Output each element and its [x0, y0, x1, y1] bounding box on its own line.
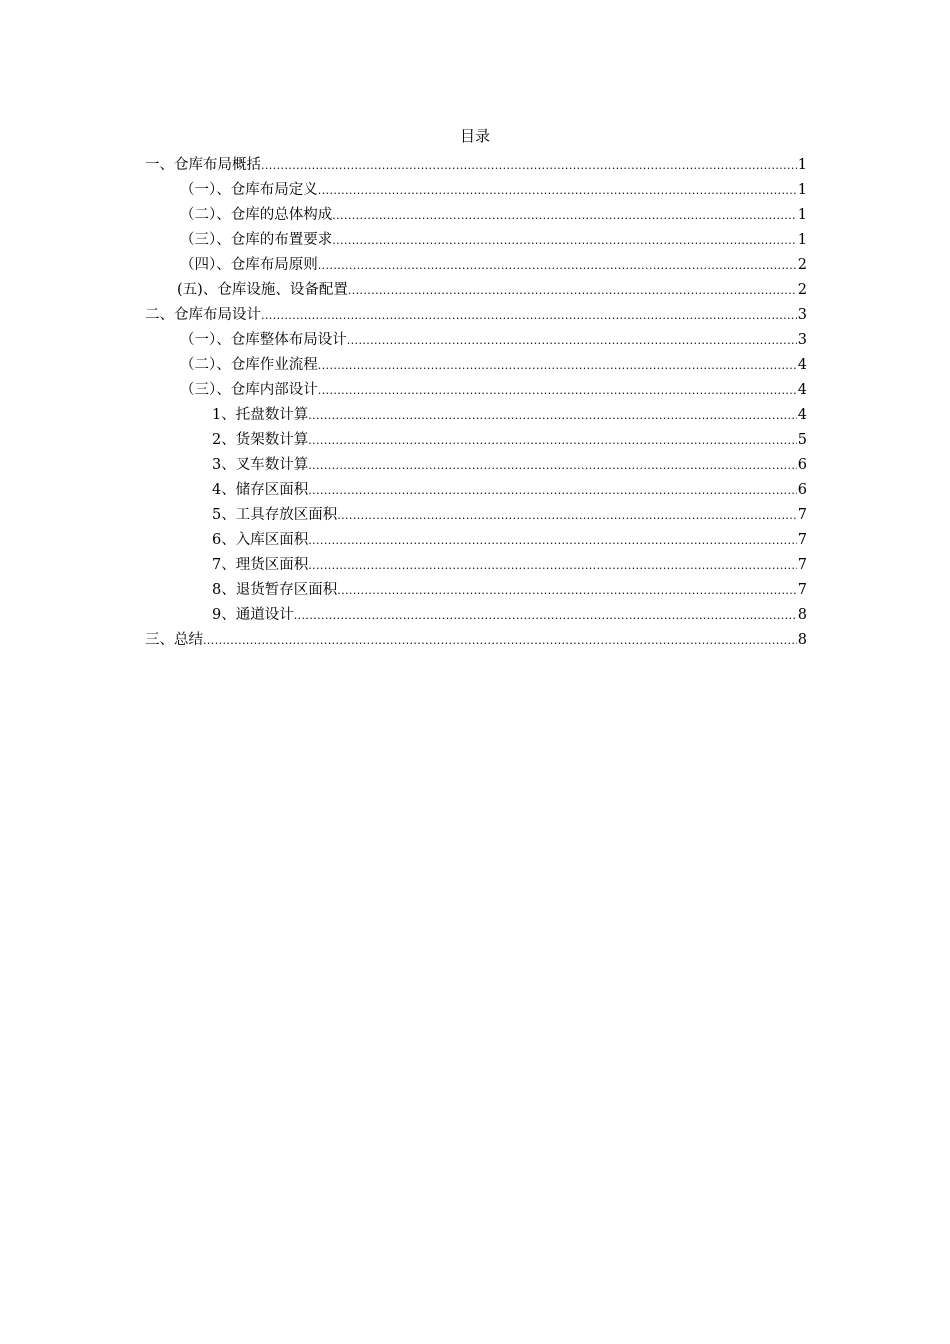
toc-entry-page-number: 3	[797, 307, 807, 323]
toc-entry[interactable]	[145, 275, 807, 300]
toc-entry[interactable]	[145, 375, 807, 400]
toc-dot-leader	[347, 335, 797, 347]
toc-entry-page-number: 8	[797, 607, 807, 623]
toc-entry-page-number: 3	[797, 332, 807, 348]
toc-entry-page-number: 7	[797, 532, 807, 548]
toc-entry[interactable]	[145, 550, 807, 575]
toc-title: 目录	[459, 127, 490, 145]
toc-dot-leader	[318, 260, 797, 272]
toc-list	[145, 150, 807, 650]
toc-entry[interactable]	[145, 425, 807, 450]
toc-entry[interactable]	[145, 625, 807, 650]
toc-dot-leader	[261, 310, 797, 322]
toc-entry-page-number: 8	[797, 632, 807, 648]
toc-dot-leader	[308, 535, 797, 547]
toc-entry[interactable]	[145, 475, 807, 500]
toc-dot-leader	[308, 560, 797, 572]
toc-entry[interactable]	[145, 225, 807, 250]
toc-entry-text: （二）、仓库的总体构成	[180, 207, 333, 223]
toc-entry[interactable]	[145, 150, 807, 175]
toc-dot-leader	[318, 360, 797, 372]
toc-dot-leader	[308, 460, 797, 472]
toc-dot-leader	[308, 485, 797, 497]
toc-entry-text: （二）、仓库作业流程	[180, 357, 318, 373]
toc-entry-page-number: 6	[797, 482, 807, 498]
toc-entry[interactable]	[145, 600, 807, 625]
toc-dot-leader	[337, 585, 797, 597]
toc-entry-text: 二、仓库布局设计	[145, 307, 261, 323]
toc-dot-leader	[348, 285, 797, 297]
toc-entry-text: 9、通道设计	[212, 607, 294, 623]
toc-entry-page-number: 4	[797, 407, 807, 423]
toc-entry-text: 4、储存区面积	[212, 482, 309, 498]
toc-entry-text: （三）、仓库内部设计	[180, 382, 318, 398]
toc-entry-text: 3、叉车数计算	[212, 457, 309, 473]
toc-entry-text: （一）、仓库布局定义	[180, 182, 318, 198]
toc-entry[interactable]	[145, 575, 807, 600]
toc-dot-leader	[203, 635, 797, 647]
toc-entry-page-number: 1	[797, 157, 807, 173]
toc-entry-page-number: 7	[797, 582, 807, 598]
toc-entry-page-number: 2	[797, 282, 807, 298]
toc-entry-text: 一、仓库布局概括	[145, 157, 261, 173]
toc-entry-page-number: 7	[797, 557, 807, 573]
toc-entry-text: （三）、仓库的布置要求	[180, 232, 333, 248]
toc-entry[interactable]	[145, 450, 807, 475]
toc-dot-leader	[308, 435, 797, 447]
toc-entry-page-number: 5	[797, 432, 807, 448]
toc-entry-text: 三、总结	[145, 632, 203, 648]
toc-entry-text: 5、工具存放区面积	[212, 507, 338, 523]
toc-dot-leader	[332, 235, 797, 247]
toc-entry[interactable]	[145, 400, 807, 425]
toc-entry-page-number: 7	[797, 507, 807, 523]
toc-dot-leader	[294, 610, 797, 622]
toc-entry-text: 8、退货暂存区面积	[212, 582, 338, 598]
toc-dot-leader	[318, 185, 797, 197]
toc-dot-leader	[337, 510, 797, 522]
toc-entry[interactable]	[145, 200, 807, 225]
toc-entry-text: 7、理货区面积	[212, 557, 309, 573]
toc-entry-page-number: 4	[797, 382, 807, 398]
toc-entry-page-number: 6	[797, 457, 807, 473]
toc-entry[interactable]	[145, 350, 807, 375]
toc-entry-text: （四）、仓库布局原则	[180, 257, 318, 273]
toc-entry-page-number: 4	[797, 357, 807, 373]
toc-entry[interactable]	[145, 175, 807, 200]
toc-entry-page-number: 1	[797, 207, 807, 223]
toc-entry[interactable]	[145, 325, 807, 350]
toc-entry-text: (五)、仓库设施、设备配置	[177, 282, 348, 298]
toc-entry[interactable]	[145, 525, 807, 550]
toc-entry-text: （一）、仓库整体布局设计	[180, 332, 347, 348]
toc-entry-page-number: 2	[797, 257, 807, 273]
toc-entry-page-number: 1	[797, 182, 807, 198]
toc-dot-leader	[318, 385, 797, 397]
toc-entry-page-number: 1	[797, 232, 807, 248]
toc-entry[interactable]	[145, 500, 807, 525]
toc-entry-text: 1、托盘数计算	[212, 407, 309, 423]
toc-dot-leader	[308, 410, 797, 422]
toc-entry-text: 6、入库区面积	[212, 532, 309, 548]
toc-entry-text: 2、货架数计算	[212, 432, 309, 448]
toc-entry[interactable]	[145, 250, 807, 275]
toc-dot-leader	[261, 160, 797, 172]
toc-entry[interactable]	[145, 300, 807, 325]
toc-dot-leader	[332, 210, 797, 222]
